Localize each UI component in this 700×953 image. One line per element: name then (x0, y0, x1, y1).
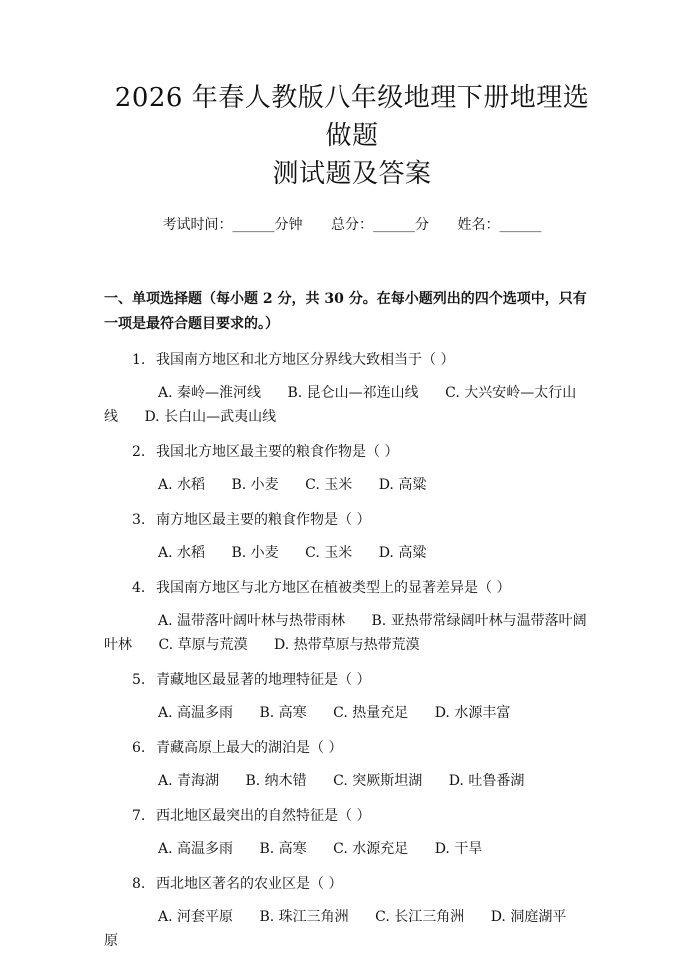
option-list (104, 609, 600, 657)
question-number: 5. (132, 672, 146, 688)
option-b: B. 纳木错 (245, 773, 307, 789)
question-text: 青藏地区最显著的地理特征是（ ） (156, 672, 371, 688)
question-number: 8. (132, 876, 146, 892)
question-item (104, 509, 600, 565)
question-text: 西北地区最突出的自然特征是（ ） (156, 808, 371, 824)
question-stem (104, 509, 600, 531)
option-c: C. 玉米 (305, 477, 353, 493)
option-a: A. 水稻 (158, 545, 206, 561)
question-number: 7. (132, 808, 146, 824)
option-d: D. 长白山—武夷山线 (144, 409, 277, 425)
option-d: D. 干旱 (434, 841, 483, 857)
option-d: D. 水源丰富 (434, 705, 511, 721)
option-a: A. 青海湖 (158, 773, 220, 789)
question-text: 西北地区著名的农业区是（ ） (156, 876, 343, 892)
question-stem (104, 669, 600, 691)
question-stem (104, 737, 600, 759)
question-stem (104, 577, 600, 599)
option-b: B. 高寒 (259, 841, 307, 857)
option-a: A. 高温多雨 (158, 841, 234, 857)
question-number: 3. (132, 512, 146, 528)
option-b: B. 小麦 (231, 477, 279, 493)
total-score-field: 总分：______分 (331, 217, 429, 233)
option-a: A. 水稻 (158, 477, 206, 493)
option-list (104, 541, 600, 565)
section-heading: 一、单项选择题（每小题 2 分，共 30 分。在每小题列出的四个选项中，只有一项是最符合题目要求的。） (104, 291, 587, 332)
question-text: 我国北方地区最主要的粮食作物是（ ） (156, 444, 399, 460)
option-list (104, 381, 600, 429)
exam-meta (104, 215, 600, 235)
option-c: C. 水源充足 (333, 841, 409, 857)
title-line-2: 测试题及答案 (272, 159, 432, 189)
option-b: B. 亚热带常绿阔叶林与温带落叶阔叶林 (104, 613, 587, 653)
question-number: 6. (132, 740, 146, 756)
option-b: B. 高寒 (259, 705, 307, 721)
question-stem (104, 873, 600, 895)
option-d: D. 吐鲁番湖 (448, 773, 525, 789)
question-list (104, 349, 600, 953)
question-number: 2. (132, 444, 146, 460)
option-b: B. 昆仑山—祁连山线 (287, 385, 419, 401)
question-text: 我国南方地区与北方地区在植被类型上的显著差异是（ ） (156, 580, 511, 596)
question-text: 我国南方地区和北方地区分界线大致相当于（ ） (156, 352, 455, 368)
question-item (104, 805, 600, 861)
question-number: 1. (132, 352, 146, 368)
question-text: 南方地区最主要的粮食作物是（ ） (156, 512, 371, 528)
option-d: D. 高粱 (378, 545, 427, 561)
option-c: C. 大兴安岭—太行山线 (104, 385, 577, 425)
option-c: C. 玉米 (305, 545, 353, 561)
option-d: D. 热带草原与热带荒漠 (274, 637, 420, 653)
option-c: C. 草原与荒漠 (158, 637, 248, 653)
question-item (104, 577, 600, 657)
option-b: B. 珠江三角洲 (259, 909, 349, 925)
question-item (104, 737, 600, 793)
question-text: 青藏高原上最大的湖泊是（ ） (156, 740, 343, 756)
question-stem (104, 805, 600, 827)
option-list (104, 905, 600, 953)
option-a: A. 温带落叶阔叶林与热带雨林 (158, 613, 346, 629)
question-number: 4. (132, 580, 146, 596)
option-list (104, 769, 600, 793)
option-b: B. 小麦 (231, 545, 279, 561)
question-item (104, 873, 600, 953)
document-title (104, 0, 600, 193)
option-a: A. 秦岭—淮河线 (158, 385, 262, 401)
question-stem (104, 349, 600, 371)
option-c: C. 突厥斯坦湖 (333, 773, 423, 789)
option-list (104, 701, 600, 725)
exam-time-field: 考试时间：______分钟 (162, 217, 303, 233)
option-list (104, 473, 600, 497)
option-a: A. 河套平原 (158, 909, 234, 925)
option-d: D. 洞庭湖平原 (104, 909, 567, 949)
title-line-1: 2026 年春人教版八年级地理下册地理选做题 (114, 83, 590, 151)
option-d: D. 高粱 (378, 477, 427, 493)
option-c: C. 长江三角洲 (375, 909, 465, 925)
question-stem (104, 441, 600, 463)
option-list (104, 837, 600, 861)
student-name-field: 姓名：______ (457, 217, 542, 233)
question-item (104, 349, 600, 429)
question-item (104, 669, 600, 725)
question-item (104, 441, 600, 497)
option-a: A. 高温多雨 (158, 705, 234, 721)
option-c: C. 热量充足 (333, 705, 409, 721)
